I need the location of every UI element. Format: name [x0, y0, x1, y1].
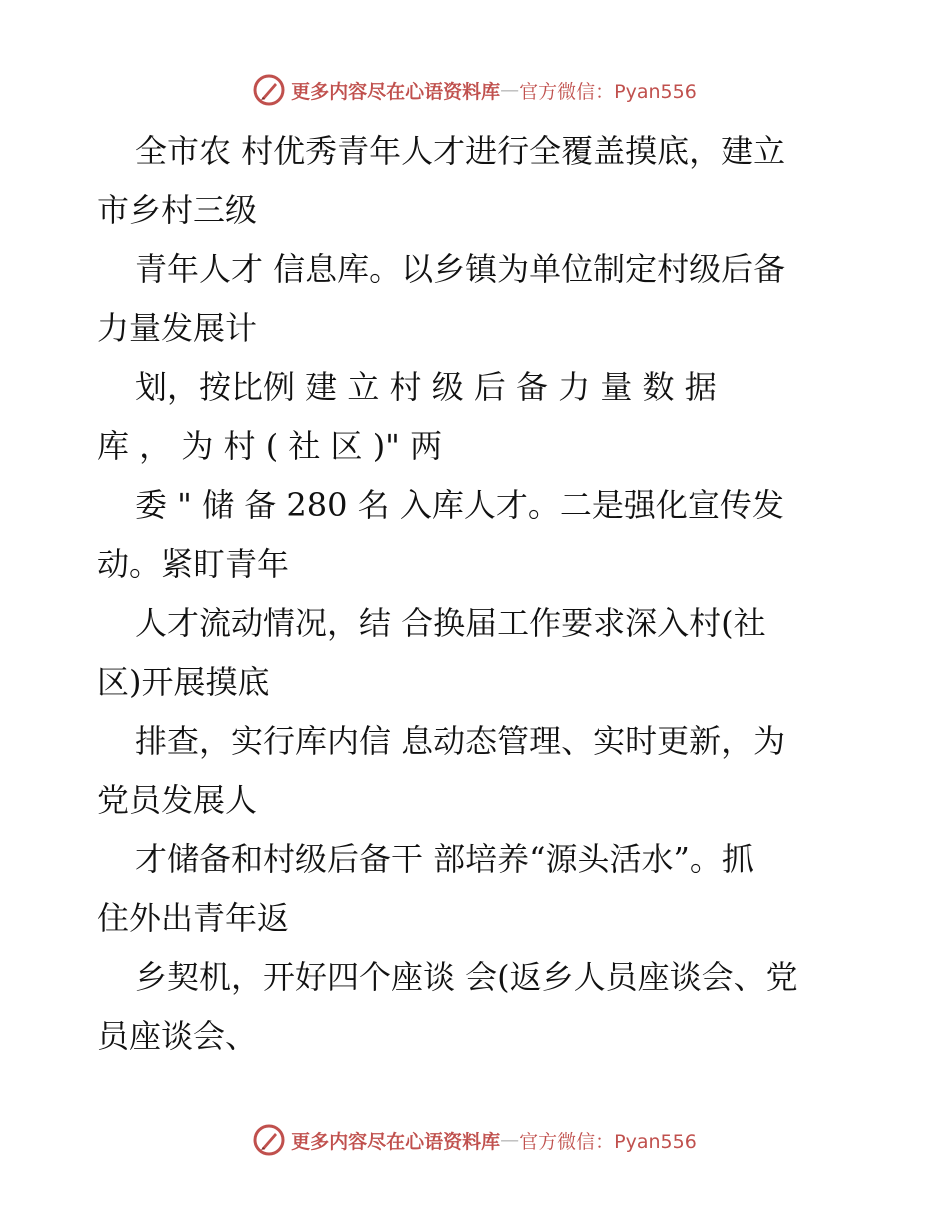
quill-logo-icon — [253, 74, 285, 106]
body-line: 市乡村三级 — [97, 191, 258, 229]
body-line: 乡契机，开好四个座谈 会(返乡人员座谈会、党 — [135, 958, 798, 996]
body-line: 青年人才 信息库。以乡镇为单位制定村级后备 — [135, 250, 786, 288]
body-line: 党员发展人 — [97, 781, 258, 819]
body-line: 委 " 储 备 280 名 入库人才。二是强化宣传发 — [135, 486, 784, 524]
banner-separator: — — [500, 79, 520, 101]
body-line: 人才流动情况，结 合换届工作要求深入村(社 — [135, 604, 766, 642]
body-line: 区)开展摸底 — [97, 663, 270, 701]
banner-title: 更多内容尽在心语资料库 — [291, 1130, 501, 1153]
body-line: 住外出青年返 — [97, 899, 290, 937]
document-body — [97, 122, 857, 1066]
banner-title: 更多内容尽在心语资料库 — [291, 80, 501, 103]
header-banner — [0, 70, 950, 110]
footer-banner — [0, 1120, 950, 1160]
body-line: 排查，实行库内信 息动态管理、实时更新，为 — [135, 722, 786, 760]
banner-separator: — — [500, 1129, 520, 1151]
body-line: 才储备和村级后备干 部培养“源头活水”。抓 — [135, 840, 754, 878]
body-line: 划，按比例 建 立 村 级 后 备 力 量 数 据 — [135, 368, 717, 406]
body-line: 动。紧盯青年 — [97, 545, 290, 583]
banner-contact: 官方微信：Pyan556 — [519, 80, 697, 103]
body-line: 全市农 村优秀青年人才进行全覆盖摸底，建立 — [135, 132, 786, 170]
body-line: 库 ， 为 村 ( 社 区 )" 两 — [97, 427, 443, 465]
body-line: 员座谈会、 — [97, 1017, 258, 1055]
body-line: 力量发展计 — [97, 309, 258, 347]
quill-logo-icon — [253, 1124, 285, 1156]
banner-contact: 官方微信：Pyan556 — [519, 1130, 697, 1153]
